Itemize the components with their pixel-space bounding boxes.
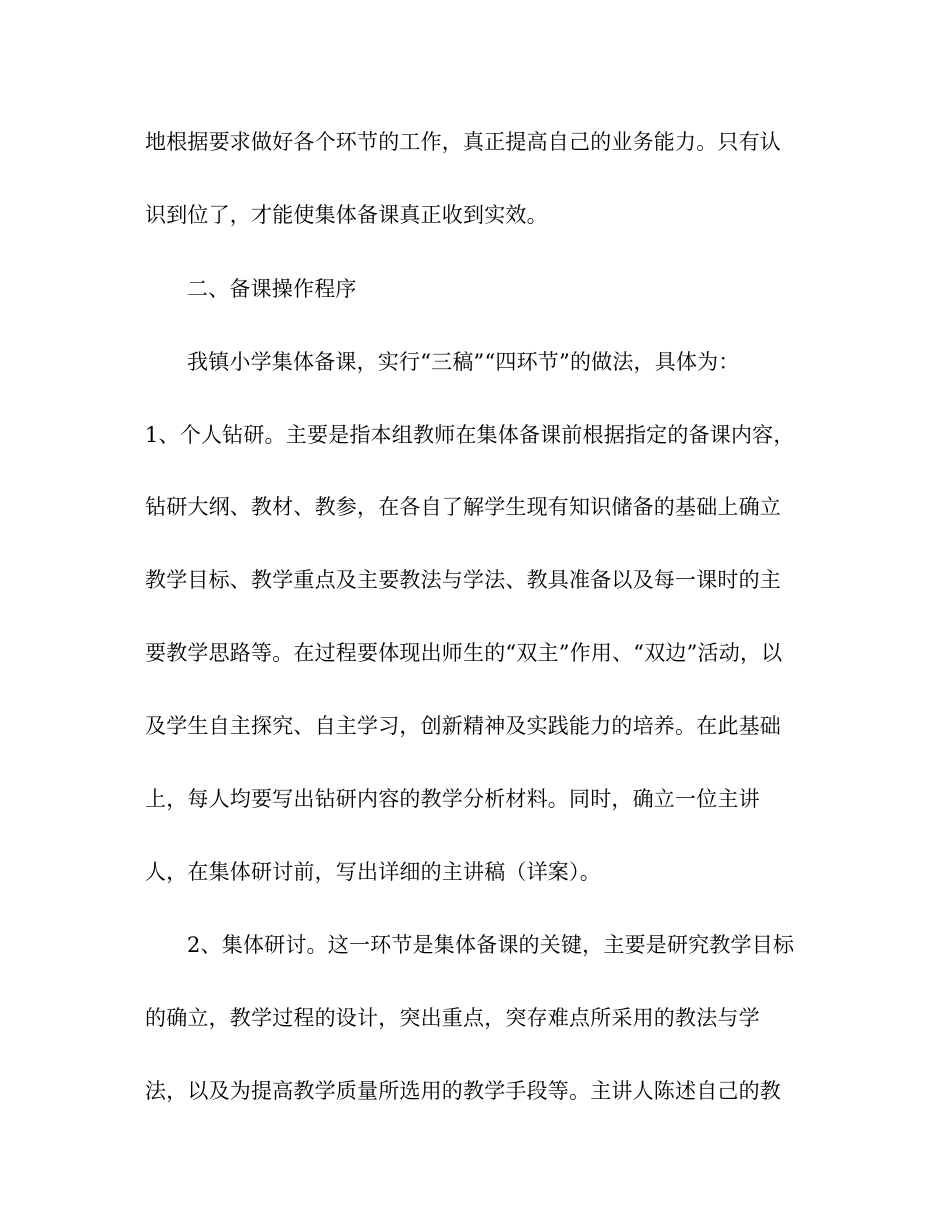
text-line: 及学生自主探究、自主学习，创新精神及实践能力的培养。在此基础	[145, 714, 781, 738]
section-heading: 二、备课操作程序	[187, 277, 357, 301]
text-line: 人，在集体研讨前，写出详细的主讲稿（详案）。	[145, 860, 601, 884]
text-line: 1、个人钻研。主要是指本组教师在集体备课前根据指定的备课内容，	[145, 423, 795, 447]
text-line: 识到位了，才能使集体备课真正收到实效。	[145, 203, 548, 227]
text-line: 要教学思路等。在过程要体现出师生的“双主”作用、“双边”活动，以	[145, 641, 783, 665]
text-line: 2、集体研讨。这一环节是集体备课的关键，主要是研究教学目标	[187, 933, 795, 957]
text-line: 法，以及为提高教学质量所选用的教学手段等。主讲人陈述自己的教	[145, 1079, 781, 1103]
text-line: 的确立，教学过程的设计，突出重点，突存难点所采用的教法与学	[145, 1006, 760, 1030]
text-line: 上，每人均要写出钻研内容的教学分析材料。同时，确立一位主讲	[145, 787, 760, 811]
text-line: 钻研大纲、教材、教参，在各自了解学生现有知识储备的基础上确立	[145, 495, 781, 519]
text-line: 地根据要求做好各个环节的工作，真正提高自己的业务能力。只有认	[145, 130, 781, 154]
text-line: 教学目标、教学重点及主要教法与学法、教具准备以及每一课时的主	[145, 568, 781, 592]
text-line: 我镇小学集体备课，实行“三稿”“四环节”的做法，具体为：	[187, 350, 740, 374]
